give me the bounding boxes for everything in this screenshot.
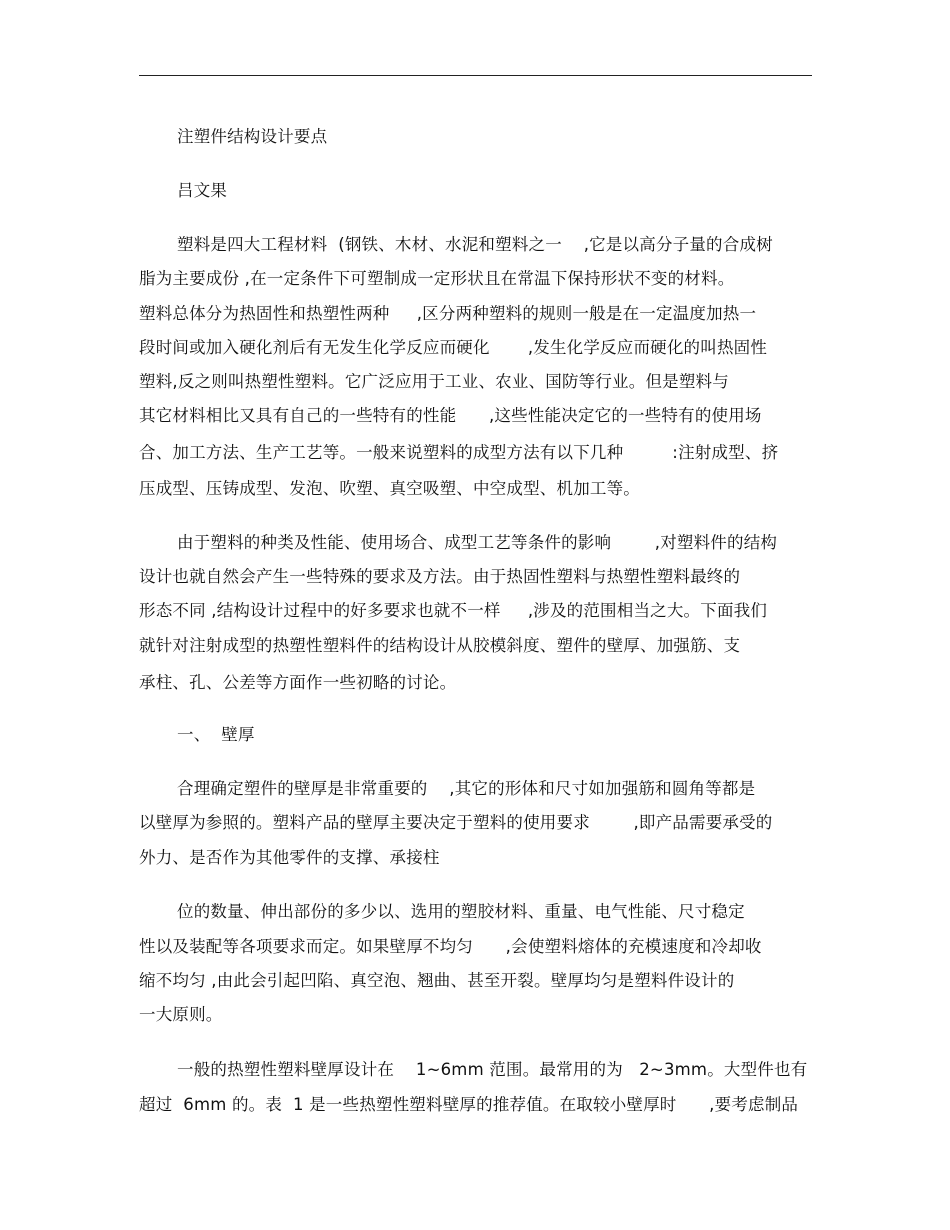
paragraph-line: 设计也就自然会产生一些特殊的要求及方法。由于热固性塑料与热塑性塑料最终的 (139, 567, 741, 586)
paragraph-line: 以壁厚为参照的。塑料产品的壁厚主要决定于塑料的使用要求 ,即产品需要承受的 (139, 813, 773, 832)
paragraph-line: 缩不均匀 ,由此会引起凹陷、真空泡、翘曲、甚至开裂。壁厚均匀是塑料件设计的 (139, 971, 735, 990)
document-author: 吕文果 (177, 181, 228, 200)
paragraph-line: 塑料是四大工程材料 (钢铁、木材、水泥和塑料之一 ,它是以高分子量的合成树 (177, 235, 773, 254)
paragraph-line: 其它材料相比又具有自己的一些特有的性能 ,这些性能决定它的一些特有的使用场 (139, 406, 762, 425)
section-heading: 一、 壁厚 (177, 725, 255, 744)
paragraph-line: 位的数量、伸出部份的多少以、选用的塑胶材料、重量、电气性能、尺寸稳定 (177, 902, 745, 921)
paragraph-line: 形态不同 ,结构设计过程中的好多要求也就不一样 ,涉及的范围相当之大。下面我们 (139, 601, 768, 620)
paragraph-line: 合理确定塑件的壁厚是非常重要的 ,其它的形体和尺寸如加强筋和圆角等都是 (177, 779, 756, 798)
paragraph-line: 脂为主要成份 ,在一定条件下可塑制成一定形状且在常温下保持形状不变的材料。 (139, 269, 735, 288)
paragraph-line: 合、加工方法、生产工艺等。一般来说塑料的成型方法有以下几种 :注射成型、挤 (139, 443, 779, 462)
paragraph-line: 塑料总体分为热固性和热塑性两种 ,区分两种塑料的规则一般是在一定温度加热一 (139, 304, 757, 323)
paragraph-line: 压成型、压铸成型、发泡、吹塑、真空吸塑、中空成型、机加工等。 (139, 479, 640, 498)
paragraph-line: 性以及装配等各项要求而定。如果壁厚不均匀 ,会使塑料熔体的充模速度和冷却收 (139, 937, 762, 956)
paragraph-line: 一般的热塑性塑料壁厚设计在 1~6mm 范围。最常用的为 2~3mm。大型件也有 (177, 1060, 808, 1079)
paragraph-line: 超过 6mm 的。表 1 是一些热塑性塑料壁厚的推荐值。在取较小壁厚时 ,要考虑制品 (139, 1095, 799, 1114)
paragraph-line: 外力、是否作为其他零件的支撑、承接柱 (139, 848, 440, 867)
paragraph-line: 由于塑料的种类及性能、使用场合、成型工艺等条件的影响 ,对塑料件的结构 (177, 533, 778, 552)
paragraph-line: 一大原则。 (139, 1005, 223, 1024)
paragraph-line: 段时间或加入硬化剂后有无发生化学反应而硬化 ,发生化学反应而硬化的叫热固性 (139, 338, 768, 357)
paragraph-line: 就针对注射成型的热塑性塑料件的结构设计从胶模斜度、塑件的壁厚、加强筋、支 (139, 636, 741, 655)
paragraph-line: 承柱、孔、公差等方面作一些初略的讨论。 (139, 673, 457, 692)
paragraph-line: 塑料,反之则叫热塑性塑料。它广泛应用于工业、农业、国防等行业。但是塑料与 (139, 372, 729, 391)
header-rule (139, 75, 812, 76)
document-title: 注塑件结构设计要点 (177, 127, 328, 146)
